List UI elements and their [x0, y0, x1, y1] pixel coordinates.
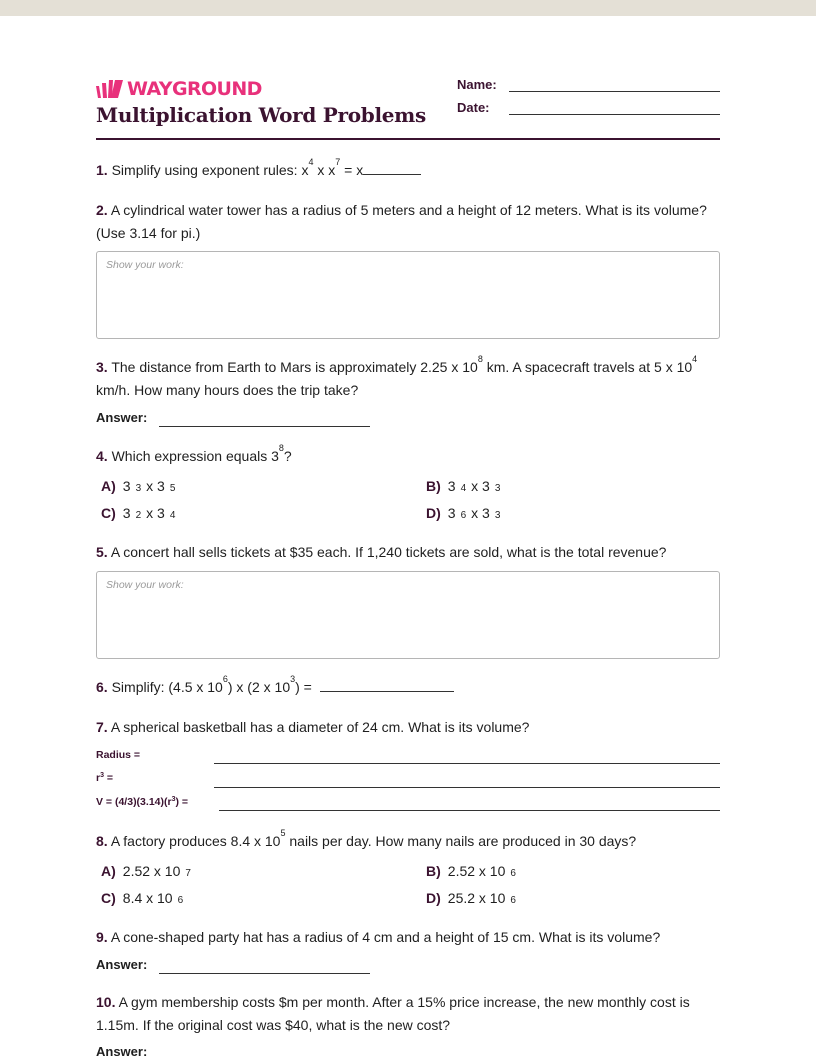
exponent: 8	[278, 443, 284, 453]
question-text: Which expression equals 3	[111, 448, 279, 464]
question-text: = x	[340, 162, 364, 178]
option-d[interactable]	[426, 890, 521, 906]
question-9	[96, 926, 720, 949]
option-letter: C)	[101, 890, 116, 906]
exponent: 5	[280, 828, 286, 838]
option-c[interactable]	[101, 890, 188, 906]
question-text: ) x (2 x 10	[227, 679, 291, 695]
top-band	[0, 0, 816, 16]
work-box[interactable]	[96, 571, 720, 659]
option-letter: B)	[426, 863, 441, 879]
option-exponent: 3	[135, 483, 142, 494]
exponent: 3	[100, 772, 104, 779]
option-base: 3	[122, 478, 131, 494]
question-7	[96, 716, 720, 739]
page-title: Multiplication Word Problems	[96, 103, 427, 127]
brand-name: WAYGROUND	[127, 78, 262, 100]
option-b[interactable]	[426, 478, 505, 494]
answer-blank[interactable]	[320, 679, 454, 692]
question-text: nails per day. How many nails are produced in 30 days?	[285, 833, 637, 849]
option-text: x 3	[471, 505, 490, 521]
question-text: A cone-shaped party hat has a radius of 4 cm and a height of 15 cm. What is its volume?	[110, 929, 661, 945]
question-number: 4.	[96, 448, 108, 464]
r-cubed-label	[96, 772, 113, 784]
exponent: 4	[692, 354, 698, 364]
question-text: x x	[313, 162, 336, 178]
option-exponent: 6	[510, 895, 516, 906]
option-letter: D)	[426, 890, 441, 906]
option-exponent: 7	[185, 868, 191, 879]
option-exponent: 4	[460, 483, 467, 494]
volume-line[interactable]	[219, 810, 720, 811]
date-field[interactable]	[509, 114, 720, 115]
exponent: 4	[308, 157, 314, 167]
question-number: 7.	[96, 719, 108, 735]
question-text: ?	[283, 448, 292, 464]
radius-label: Radius =	[96, 749, 141, 761]
option-letter: A)	[101, 478, 116, 494]
option-text: 25.2 x 10	[447, 890, 506, 906]
option-letter: A)	[101, 863, 116, 879]
option-text: 2.52 x 10	[447, 863, 506, 879]
volume-formula-label	[96, 796, 188, 808]
question-5	[96, 541, 720, 564]
label-text: =	[104, 772, 114, 784]
question-text: The distance from Earth to Mars is approximately 2.25 x 10	[111, 359, 478, 375]
option-base: 3	[122, 505, 131, 521]
option-letter: C)	[101, 505, 116, 521]
question-text: A cylindrical water tower has a radius of 5 meters and a height of 12 meters. What is its volume? (Use 3.14 for pi.)	[96, 202, 707, 241]
option-exponent: 3	[494, 483, 501, 494]
question-6	[96, 676, 720, 699]
option-text: 2.52 x 10	[122, 863, 181, 879]
option-exponent: 6	[177, 895, 184, 906]
label-text: r	[96, 772, 101, 784]
question-8	[96, 830, 720, 853]
question-number: 8.	[96, 833, 108, 849]
question-3	[96, 356, 720, 402]
option-exponent: 2	[135, 510, 142, 521]
radius-line[interactable]	[214, 763, 720, 764]
option-exponent: 5	[169, 483, 176, 494]
option-exponent: 4	[169, 510, 176, 521]
question-text: A factory produces 8.4 x 10	[110, 833, 281, 849]
label-text: V = (4/3)(3.14)(r	[96, 796, 172, 808]
name-label: Name:	[457, 77, 497, 92]
work-box[interactable]	[96, 251, 720, 339]
question-10	[96, 991, 720, 1037]
exponent: 8	[477, 354, 483, 364]
option-a[interactable]	[101, 478, 180, 494]
option-text: x 3	[146, 478, 165, 494]
answer-line[interactable]	[159, 426, 370, 427]
answer-label: Answer:	[96, 1044, 148, 1059]
question-2	[96, 199, 720, 245]
exponent: 7	[335, 157, 341, 167]
option-a[interactable]	[101, 863, 196, 879]
question-number: 1.	[96, 162, 108, 178]
answer-line[interactable]	[159, 973, 370, 974]
work-placeholder: Show your work:	[106, 579, 184, 591]
option-text: x 3	[471, 478, 490, 494]
option-base: 3	[447, 478, 456, 494]
wayground-mark-icon	[96, 80, 124, 98]
r-cubed-line[interactable]	[214, 787, 720, 788]
question-number: 3.	[96, 359, 108, 375]
answer-label: Answer:	[96, 410, 148, 425]
question-text: A spherical basketball has a diameter of 24 cm. What is its volume?	[110, 719, 530, 735]
question-number: 10.	[96, 994, 116, 1010]
question-1	[96, 159, 720, 182]
option-text: 8.4 x 10	[122, 890, 173, 906]
exponent: 3	[171, 796, 176, 803]
option-exponent: 6	[510, 868, 516, 879]
name-field[interactable]	[509, 91, 720, 92]
exponent: 3	[290, 674, 296, 684]
option-base: 3	[447, 505, 456, 521]
brand-logo	[96, 78, 262, 100]
question-text: A concert hall sells tickets at $35 each. If 1,240 tickets are sold, what is the total revenue?	[110, 544, 667, 560]
answer-blank[interactable]	[363, 162, 421, 175]
option-text: x 3	[146, 505, 165, 521]
question-number: 6.	[96, 679, 108, 695]
question-text: km. A spacecraft travels at 5 x 10	[482, 359, 693, 375]
option-d[interactable]	[426, 505, 505, 521]
question-text: Simplify: (4.5 x 10	[111, 679, 223, 695]
option-letter: D)	[426, 505, 441, 521]
option-b[interactable]	[426, 863, 521, 879]
question-text: ) =	[295, 679, 312, 695]
answer-label: Answer:	[96, 957, 148, 972]
option-exponent: 6	[460, 510, 467, 521]
question-number: 9.	[96, 929, 108, 945]
question-text: Simplify using exponent rules: x	[111, 162, 309, 178]
question-text: A gym membership costs $m per month. After a 15% price increase, the new monthly cost is 1.15m. If the original cost was $40, what is the new cost?	[96, 994, 690, 1033]
work-placeholder: Show your work:	[106, 259, 184, 271]
option-c[interactable]	[101, 505, 180, 521]
question-text: km/h. How many hours does the trip take?	[96, 382, 359, 398]
question-number: 5.	[96, 544, 108, 560]
option-exponent: 3	[494, 510, 501, 521]
exponent: 6	[222, 674, 228, 684]
date-label: Date:	[457, 100, 490, 115]
option-letter: B)	[426, 478, 441, 494]
header-divider	[96, 138, 720, 140]
question-4	[96, 445, 720, 468]
question-number: 2.	[96, 202, 108, 218]
label-text: ) =	[175, 796, 189, 808]
